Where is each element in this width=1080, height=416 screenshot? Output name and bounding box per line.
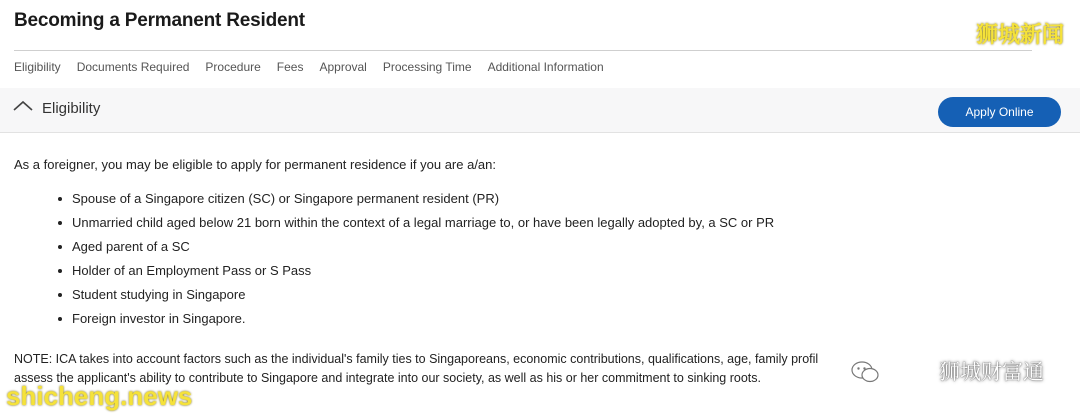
watermark-top-right: 狮城新闻 bbox=[975, 22, 1064, 47]
tab-processing-time[interactable]: Processing Time bbox=[382, 60, 472, 74]
watermark-site: shicheng.news bbox=[6, 381, 193, 411]
note-line-2: assess the applicant's ability to contribute to Singapore and integrate into our society, as well as his or her commitment to sinking roots. bbox=[14, 371, 761, 385]
list-item: Student studying in Singapore bbox=[56, 286, 774, 310]
tab-bar bbox=[14, 60, 604, 74]
tab-approval[interactable]: Approval bbox=[319, 60, 367, 74]
chevron-up-icon[interactable] bbox=[12, 98, 34, 114]
list-item: Foreign investor in Singapore. bbox=[56, 310, 774, 334]
list-item: Spouse of a Singapore citizen (SC) or Singapore permanent resident (PR) bbox=[56, 190, 774, 214]
title-divider bbox=[14, 50, 1032, 51]
list-item: Holder of an Employment Pass or S Pass bbox=[56, 262, 774, 286]
eligibility-intro: As a foreigner, you may be eligible to apply for permanent residence if you are a/an: bbox=[14, 157, 497, 172]
watermark-brand: 狮城财富通 bbox=[939, 361, 1044, 384]
wechat-icon bbox=[850, 360, 880, 384]
tab-additional-information[interactable]: Additional Information bbox=[487, 60, 604, 74]
note-line-1: NOTE: ICA takes into account factors such as the individual's family ties to Singaporeans, economic contributions, qualifications, age, family profil bbox=[14, 352, 819, 366]
tab-procedure[interactable]: Procedure bbox=[205, 60, 261, 74]
tab-fees[interactable]: Fees bbox=[276, 60, 304, 74]
section-title: Eligibility bbox=[42, 100, 101, 117]
eligibility-list bbox=[56, 190, 774, 334]
eligibility-section-header[interactable] bbox=[0, 88, 1080, 133]
list-item: Unmarried child aged below 21 born within the context of a legal marriage to, or have been legally adopted by, a SC or PR bbox=[56, 214, 774, 238]
tab-eligibility[interactable]: Eligibility bbox=[14, 60, 61, 74]
apply-online-button[interactable]: Apply Online bbox=[938, 97, 1061, 127]
tab-documents-required[interactable]: Documents Required bbox=[76, 60, 190, 74]
page-title: Becoming a Permanent Resident bbox=[14, 10, 305, 31]
list-item: Aged parent of a SC bbox=[56, 238, 774, 262]
